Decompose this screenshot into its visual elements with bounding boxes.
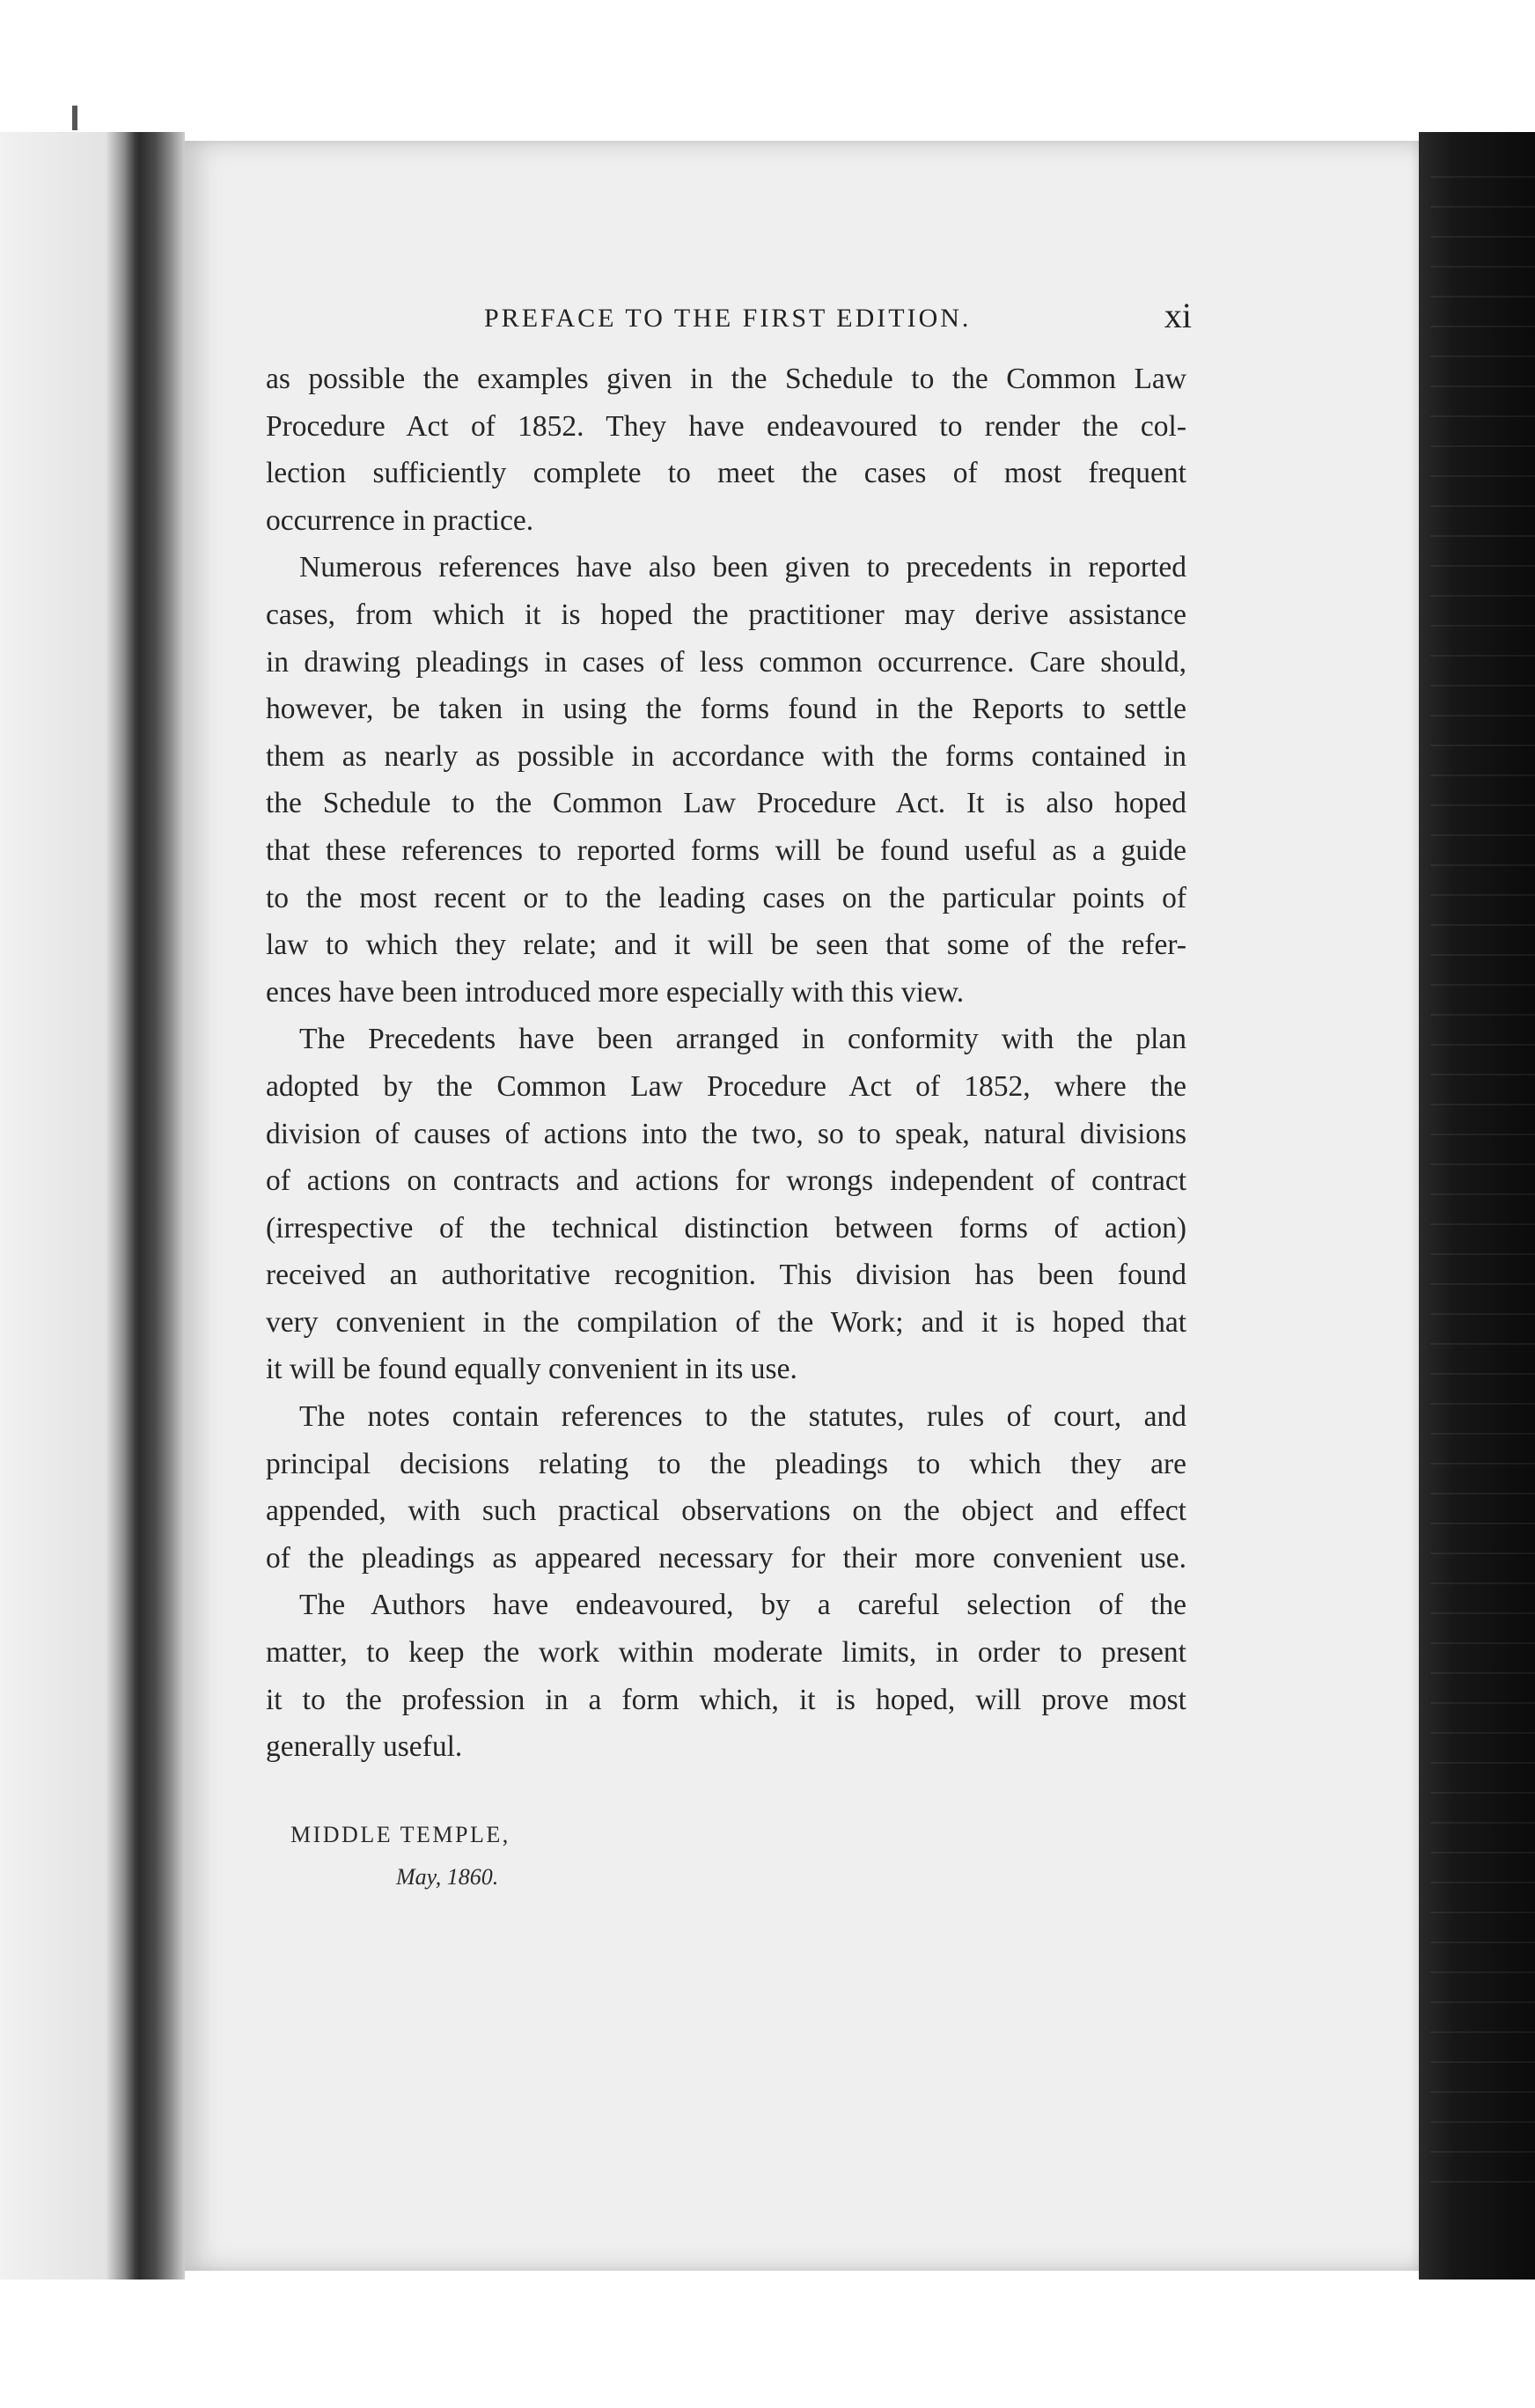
text-line: to the most recent or to the leading cases on the particular points of: [266, 881, 1186, 914]
text-line: them as nearly as possible in accordance with the forms contained in: [266, 739, 1186, 773]
scan-left-margin: [0, 132, 141, 2280]
text-line: appended, with such practical observations on the object and effect: [266, 1494, 1186, 1528]
text-line: however, be taken in using the forms found in the Reports to settle: [266, 693, 1186, 726]
signature-block: [290, 1822, 510, 1890]
text-line: that these references to reported forms will be found useful as a guide: [266, 833, 1186, 867]
text-line: very convenient in the compilation of the Work; and it is hoped that: [266, 1305, 1186, 1339]
running-title: PREFACE TO THE FIRST EDITION.: [484, 304, 972, 333]
signature-date: May, 1860.: [396, 1864, 499, 1890]
text-line: ences have been introduced more especially with this view.: [266, 975, 965, 1009]
text-line: it will be found equally convenient in its use.: [266, 1353, 797, 1386]
scan-mark: [72, 106, 77, 130]
text-line: of actions on contracts and actions for wrongs independent of contract: [266, 1164, 1186, 1198]
text-line: The notes contain references to the statutes, rules of court, and: [299, 1400, 1186, 1434]
text-line: law to which they relate; and it will be seen that some of the refer-: [266, 929, 1186, 962]
text-line: matter, to keep the work within moderate limits, in order to present: [266, 1636, 1186, 1670]
text-line: Procedure Act of 1852. They have endeavoured to render the col-: [266, 409, 1186, 443]
text-line: The Authors have endeavoured, by a careful selection of the: [299, 1589, 1186, 1622]
text-line: received an authoritative recognition. This division has been found: [266, 1259, 1186, 1292]
text-line: the Schedule to the Common Law Procedure Act. It is also hoped: [266, 787, 1186, 820]
text-line: of the pleadings as appeared necessary for their more convenient use.: [266, 1541, 1186, 1575]
text-line: (irrespective of the technical distinction between forms of action): [266, 1211, 1186, 1244]
text-line: The Precedents have been arranged in conformity with the plan: [299, 1023, 1186, 1056]
text-line: cases, from which it is hoped the practitioner may derive assistance: [266, 598, 1186, 631]
book-binding-shadow: [139, 132, 185, 2280]
text-line: division of causes of actions into the two, so to speak, natural divisions: [266, 1117, 1186, 1150]
text-line: it to the profession in a form which, it is hoped, will prove most: [266, 1683, 1186, 1716]
text-line: as possible the examples given in the Schedule to the Common Law: [266, 363, 1186, 395]
page-number: xi: [1164, 296, 1192, 335]
signature-place: MIDDLE TEMPLE,: [290, 1822, 510, 1847]
text-line: occurrence in practice.: [266, 503, 534, 537]
text-line: adopted by the Common Law Procedure Act of 1852, where the: [266, 1069, 1186, 1103]
text-line: principal decisions relating to the pleadings to which they are: [266, 1447, 1186, 1480]
body-text: [266, 356, 1186, 1771]
scan-right-texture: [1430, 176, 1535, 2200]
text-line: generally useful.: [266, 1730, 463, 1764]
text-line: lection sufficiently complete to meet the cases of most frequent: [266, 457, 1186, 490]
text-line: in drawing pleadings in cases of less common occurrence. Care should,: [266, 645, 1186, 679]
running-head: [266, 295, 1199, 348]
text-line: Numerous references have also been given to precedents in reported: [299, 551, 1186, 584]
